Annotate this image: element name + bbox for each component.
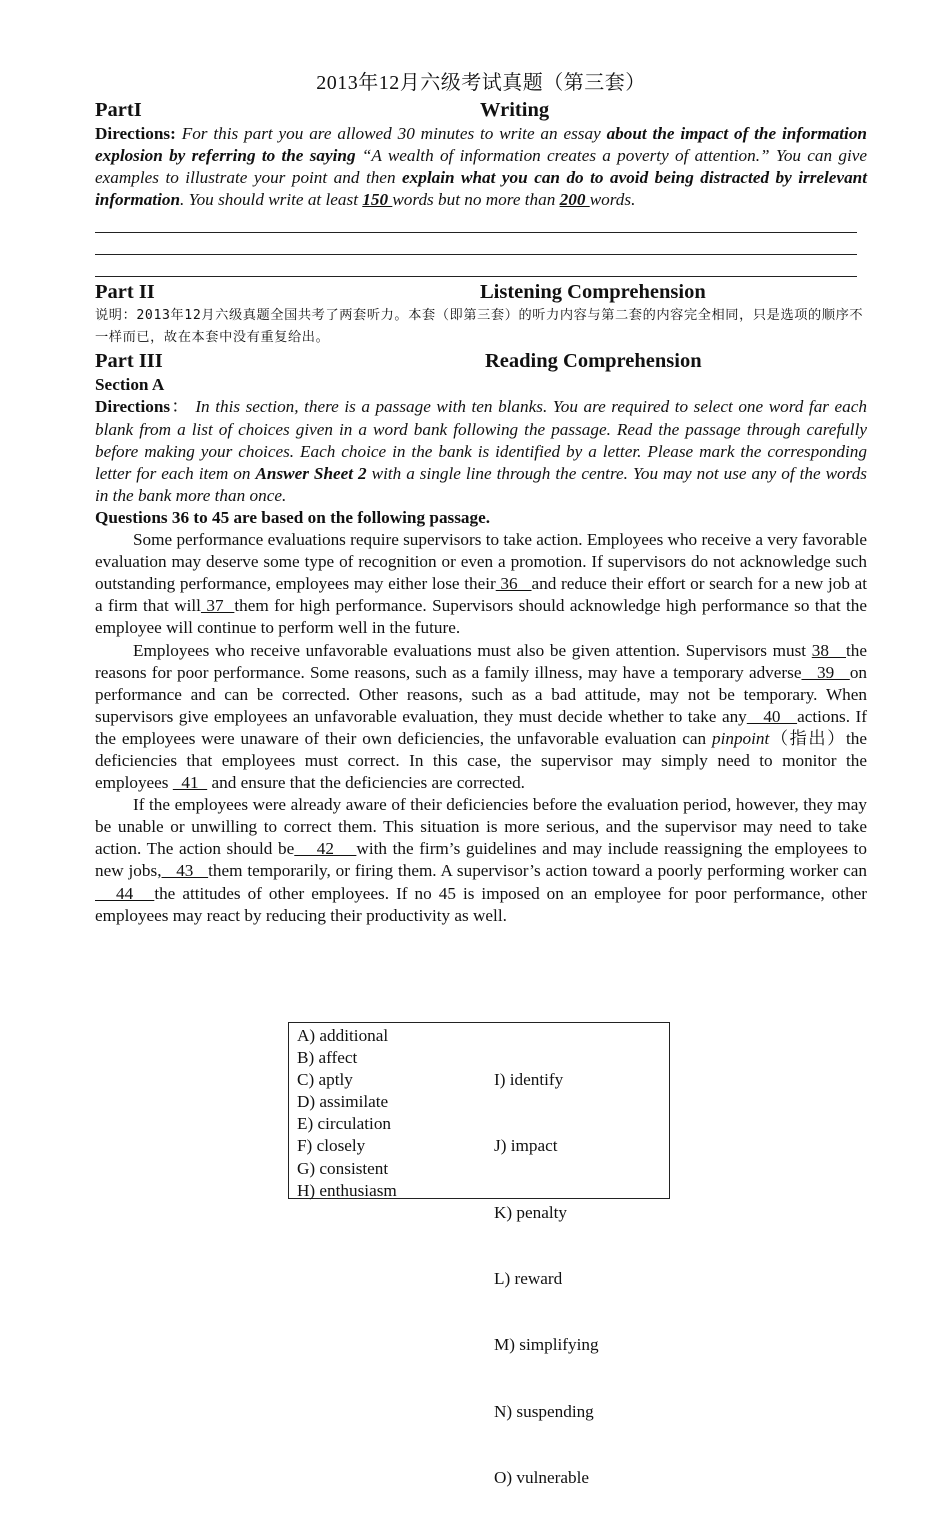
part3-dir-text-1: In this section, there is a passage with ten blanks. You are required to select one word far each blank from a list of choices given in a word bank following the passage. Read the passage through carefully before making your choices. Each choice in the bank is identified by a letter. Please mark the corresponding letter for each item on (95, 397, 867, 483)
blank-40: 40 (746, 706, 798, 726)
word-bank-option: M) simplifying (494, 1335, 599, 1355)
blank-37: 37 (200, 596, 235, 616)
word-bank-option: L) reward (494, 1269, 563, 1289)
blank-43: 43 (161, 861, 209, 881)
word-bank (288, 1022, 670, 1487)
blank-41: 41 (172, 773, 208, 793)
part1-dir-text-3: “A wealth of information creates a poverty of attention.” You can give examples to illustrate your point and then (95, 146, 868, 188)
passage-paragraph-3 (95, 794, 867, 927)
word-bank-right-column (494, 1025, 599, 1533)
word-bank-option: A) additional (297, 1026, 389, 1045)
word-bank-option: C) aptly (297, 1070, 353, 1090)
part3-directions-label: Directions (95, 397, 171, 417)
answer-line-1 (95, 211, 857, 233)
passage-text: them temporarily, or firing them. A supervisor’s action toward a poorly performing worker can (208, 861, 868, 881)
exam-page (95, 70, 867, 927)
word-bank-option: B) affect (297, 1048, 358, 1068)
directions-colon: ： (170, 397, 190, 417)
word-bank-option: G) consistent (297, 1158, 389, 1178)
passage-text: them for high performance. Supervisors should acknowledge high performance so that the employee will continue to perform well in the future. (95, 596, 868, 638)
part3-dir-text-3: with a single line through the centre. You may not use any of the words in the bank more than once. (95, 463, 867, 505)
page-title: 2013年12月六级考试真题（第三套） (316, 72, 646, 94)
passage-text: on performance and can be corrected. Other reasons, such as a bad attitude, may not be temporary. When supervisors give employees an unfavorable evaluation, they must decide whether to take any (95, 662, 867, 726)
blank-39: 39 (801, 662, 850, 682)
word-bank-option: J) impact (494, 1136, 558, 1156)
passage-text: the attitudes of other employees. If no 45 is imposed on an employee for poor performance, other employees may react by reducing their productivity as well. (95, 883, 868, 925)
part2-name: Listening Comprehension (480, 281, 706, 304)
part1-dir-text-7: words but no more than (392, 190, 560, 210)
part3-heading (95, 349, 867, 374)
part1-name: Writing (480, 99, 550, 121)
answer-sheet-ref: Answer Sheet 2 (255, 463, 367, 483)
part1-dir-text-4: explain what you can do to avoid being distracted by irrelevant information (95, 168, 867, 210)
blank-36: 36 (495, 574, 532, 594)
passage-paragraph-1 (95, 529, 867, 639)
part1-label: PartI (95, 99, 142, 121)
word-bank-option: K) penalty (494, 1202, 568, 1222)
part1-dir-text-5: . You should write at least (180, 190, 363, 210)
part2-note: 说明：2013年12月六级真题全国共考了两套听力。本套（即第三套）的听力内容与第二套的内容完全相同，只是选项的顺序不一样而已，故在本套中没有重复给出。 (95, 308, 864, 346)
passage-text: If the employees were already aware of their deficiencies before the evaluation period, however, they may be unable or unwilling to correct them. This situation is more serious, and the supervisor may need to take action. The action should be (95, 795, 867, 859)
passage-text: the deficiencies that employees must correct. In this case, the supervisor may simply need to monitor the employees (95, 728, 867, 793)
part1-directions-label: Directions: (95, 124, 176, 143)
questions-intro: Questions 36 to 45 are based on the following passage. (95, 507, 491, 527)
part1-dir-text-9: words. (589, 190, 636, 210)
word-bank-option: D) assimilate (297, 1092, 389, 1112)
part3-directions (95, 396, 867, 506)
part1-dir-text-1: For this part you are allowed 30 minutes to write an essay (175, 124, 607, 143)
passage-text: actions. If the employees were unaware of their own deficiencies, the unfavorable evaluation can (95, 706, 868, 748)
word-bank-left-column (297, 1025, 397, 1202)
pinpoint-gloss: （指出） (769, 728, 846, 748)
part2-heading (95, 280, 867, 305)
passage-text: Some performance evaluations require supervisors to take action. Employees who receive a very favorable evaluation may deserve some type of recognition or even a promotion. If supervisors do not acknowledge such outstanding performance, employees may either lose their (95, 530, 868, 594)
word-bank-option: H) enthusiasm (297, 1180, 397, 1200)
word-bank-option: O) vulnerable (494, 1467, 589, 1487)
part3-label: Part III (95, 350, 163, 373)
part1-directions (95, 123, 867, 211)
word-bank-option: E) circulation (297, 1114, 392, 1134)
passage-text: with the firm’s guidelines and may include reassigning the employees to new jobs, (95, 839, 868, 881)
passage-text: and ensure that the deficiencies are corrected. (207, 773, 525, 793)
answer-line-2 (95, 233, 857, 255)
blank-42: 42 (294, 839, 357, 859)
word-bank-option: I) identify (494, 1070, 564, 1090)
pinpoint-word: pinpoint (712, 728, 770, 748)
word-bank-option: N) suspending (494, 1401, 594, 1421)
passage-text: the reasons for poor performance. Some reasons, such as a family illness, may have a temporary adverse (95, 640, 868, 682)
passage-text: and reduce their effort or search for a new job at a firm that will (95, 574, 867, 616)
part1-dir-text-2: about the impact of the information explosion by referring to the saying (95, 124, 867, 166)
blank-38: 38 (811, 640, 847, 660)
answer-line-3 (95, 255, 857, 277)
min-words: 150 (362, 190, 393, 210)
section-a-heading: Section A (95, 375, 165, 395)
word-bank-option: F) closely (297, 1136, 366, 1156)
passage-text: Employees who receive unfavorable evaluations must also be given attention. Supervisors must (133, 640, 812, 660)
part3-name: Reading Comprehension (485, 350, 702, 373)
part1-heading (95, 98, 867, 123)
max-words: 200 (559, 190, 590, 210)
part2-label: Part II (95, 281, 155, 304)
blank-44: 44 (95, 883, 155, 903)
passage-paragraph-2 (95, 640, 867, 795)
